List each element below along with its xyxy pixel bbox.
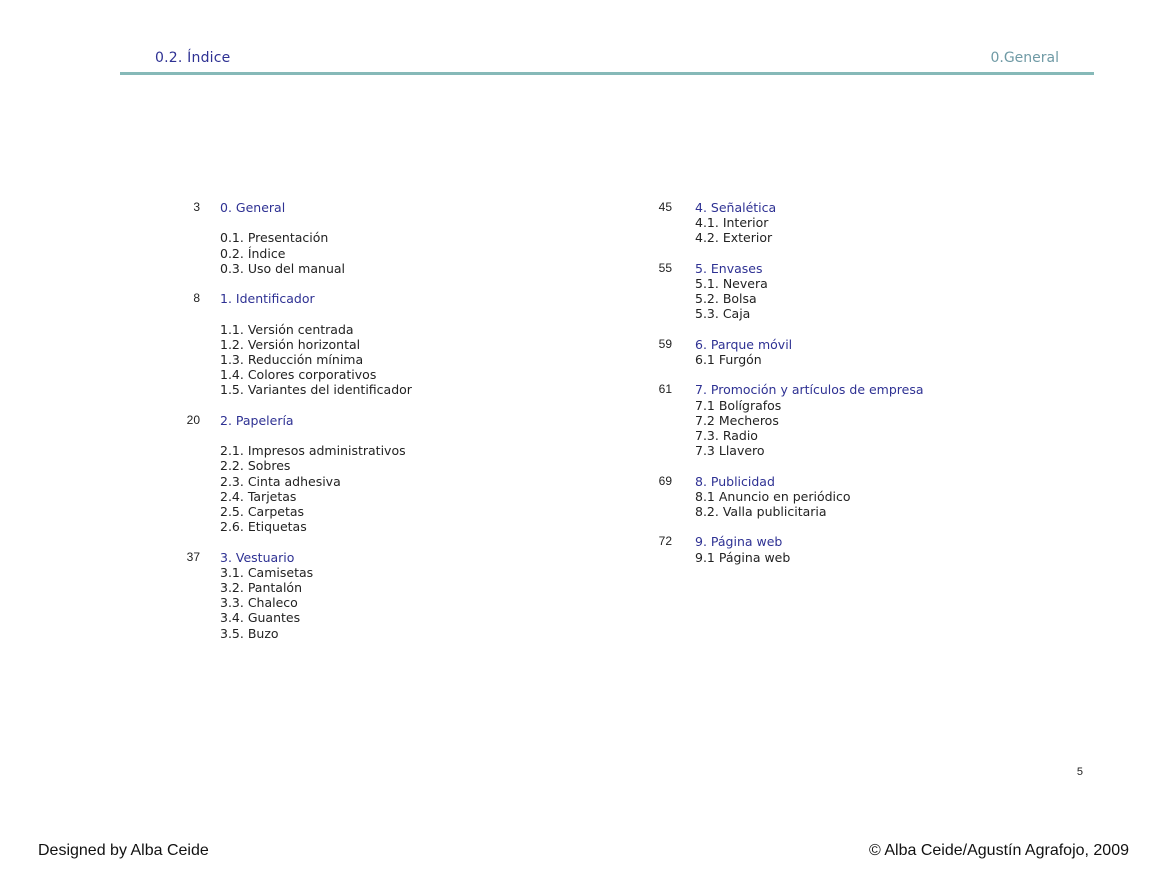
toc-subsection[interactable]: 4.2. Exterior [695, 230, 773, 246]
toc-page-number: 3 [193, 200, 200, 214]
toc-spacer [150, 215, 580, 230]
header-section-title: 0.2. Índice [155, 50, 231, 66]
toc-subsection[interactable]: 9.1 Página web [695, 549, 791, 565]
toc-subsection[interactable]: 7.3 Llavero [695, 443, 765, 459]
toc-section-title[interactable]: 6. Parque móvil [695, 336, 793, 352]
toc-section [625, 200, 1085, 246]
toc-section-title[interactable]: 8. Publicidad [695, 473, 775, 489]
toc-subsection[interactable]: 5.3. Caja [695, 306, 751, 322]
toc-subsection[interactable]: 1.5. Variantes del identificador [220, 382, 412, 398]
toc-spacer [150, 428, 580, 443]
header-divider [120, 72, 1094, 75]
page-number: 5 [1076, 766, 1083, 778]
toc-section-title[interactable]: 7. Promoción y artículos de empresa [695, 382, 924, 398]
toc-section [150, 200, 580, 276]
toc-section-title[interactable]: 2. Papelería [220, 412, 294, 428]
toc-page-number: 55 [658, 260, 672, 275]
toc-section [625, 382, 1085, 458]
toc-page-number: 59 [658, 336, 672, 351]
toc-subsection[interactable]: 2.1. Impresos administrativos [220, 443, 406, 459]
toc-spacer [150, 306, 580, 321]
toc-subsection[interactable]: 4.1. Interior [695, 215, 769, 231]
toc-page-number: 8 [193, 291, 200, 306]
toc-subsection[interactable]: 3.2. Pantalón [220, 579, 302, 595]
toc-subsection[interactable]: 2.6. Etiquetas [220, 519, 307, 535]
toc-subsection[interactable]: 5.2. Bolsa [695, 291, 757, 307]
toc-section-title[interactable]: 1. Identificador [220, 291, 315, 307]
toc-subsection[interactable]: 3.4. Guantes [220, 610, 301, 626]
toc-page-number: 37 [186, 549, 200, 564]
toc-subsection[interactable]: 1.2. Versión horizontal [220, 336, 361, 352]
toc-subsection[interactable]: 0.2. Índice [220, 245, 286, 261]
toc-section [625, 534, 1085, 564]
toc-subsection[interactable]: 1.3. Reducción mínima [220, 351, 364, 367]
toc-section [150, 413, 580, 535]
toc-column-right [625, 200, 1085, 580]
toc-section-title[interactable]: 9. Página web [695, 534, 783, 550]
toc-subsection[interactable]: 5.1. Nevera [695, 276, 768, 291]
toc-subsection[interactable]: 3.5. Buzo [220, 625, 279, 641]
toc-section [150, 291, 580, 397]
toc-section-title[interactable]: 3. Vestuario [220, 549, 295, 565]
toc-column-left [150, 200, 580, 656]
toc-subsection[interactable]: 7.1 Bolígrafos [695, 397, 782, 413]
footer-designer-credit: Designed by Alba Ceide [38, 842, 209, 859]
toc-page-number: 61 [658, 382, 672, 397]
toc-subsection[interactable]: 3.3. Chaleco [220, 595, 298, 611]
toc-subsection[interactable]: 8.2. Valla publicitaria [695, 504, 827, 519]
toc-subsection[interactable]: 2.2. Sobres [220, 458, 291, 474]
toc-section [625, 474, 1085, 520]
toc-page-number: 45 [658, 200, 672, 214]
toc-subsection[interactable]: 1.4. Colores corporativos [220, 367, 377, 383]
toc-subsection[interactable]: 6.1 Furgón [695, 352, 762, 367]
toc-page-number: 72 [658, 534, 672, 549]
toc-section-title[interactable]: 5. Envases [695, 260, 763, 276]
toc-section [625, 261, 1085, 322]
toc-section [150, 550, 580, 641]
toc-subsection[interactable]: 2.5. Carpetas [220, 503, 305, 519]
toc-subsection[interactable]: 7.2 Mecheros [695, 412, 779, 428]
toc-subsection[interactable]: 0.3. Uso del manual [220, 260, 345, 276]
footer-copyright: © Alba Ceide/Agustín Agrafojo, 2009 [869, 842, 1129, 859]
toc-page-number: 69 [658, 473, 672, 488]
toc-subsection[interactable]: 8.1 Anuncio en periódico [695, 488, 851, 504]
toc-section-title[interactable]: 0. General [220, 200, 286, 215]
toc-subsection[interactable]: 3.1. Camisetas [220, 564, 314, 580]
toc-subsection[interactable]: 0.1. Presentación [220, 230, 329, 246]
header-chapter-title: 0.General [990, 50, 1059, 66]
toc-section [625, 337, 1085, 367]
toc-subsection[interactable]: 2.3. Cinta adhesiva [220, 473, 341, 489]
toc-subsection[interactable]: 1.1. Versión centrada [220, 321, 354, 337]
toc-page-number: 20 [186, 412, 200, 427]
toc-section-title[interactable]: 4. Señalética [695, 200, 777, 215]
toc-subsection[interactable]: 7.3. Radio [695, 428, 758, 443]
toc-subsection[interactable]: 2.4. Tarjetas [220, 488, 297, 504]
